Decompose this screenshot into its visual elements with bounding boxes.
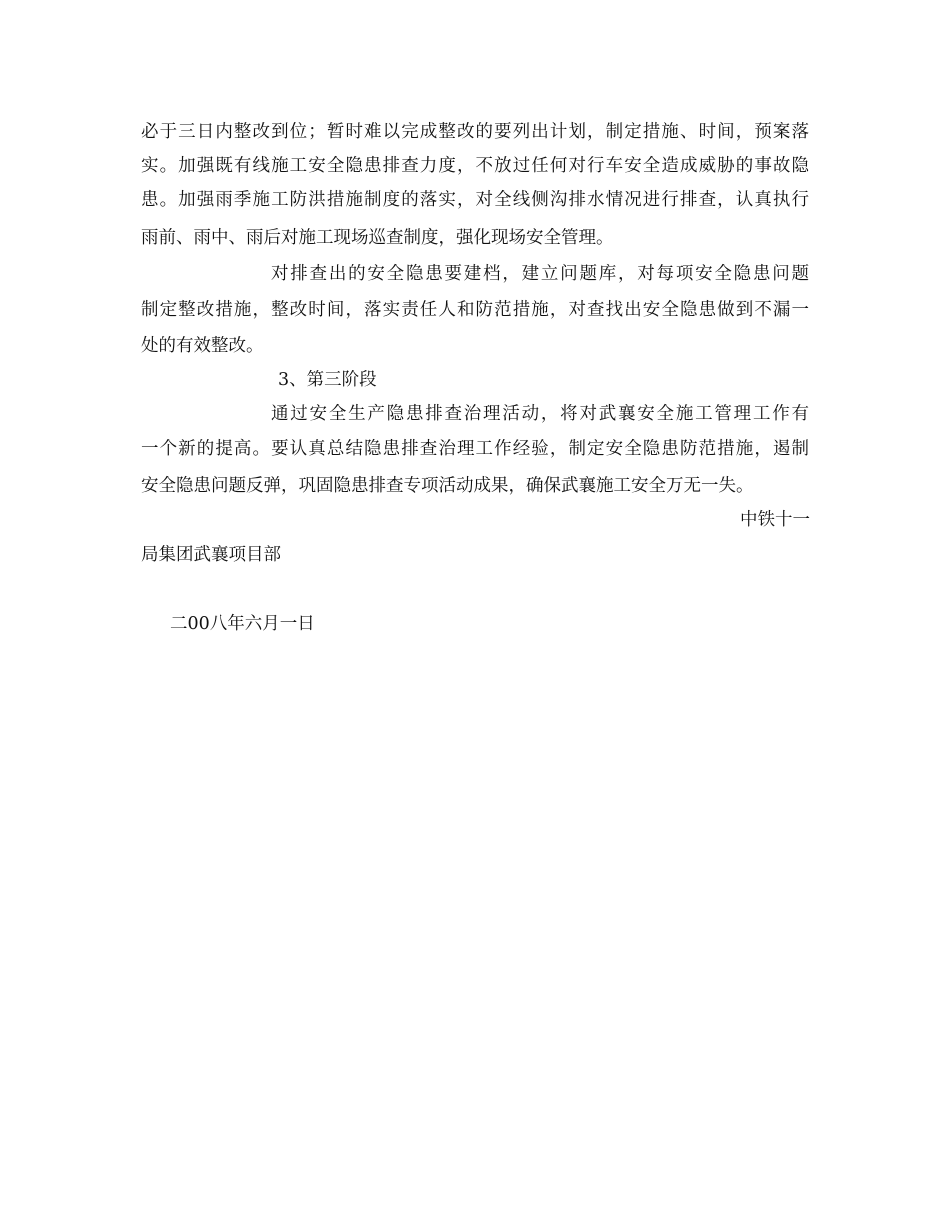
paragraph-line: 实。加强既有线施工安全隐患排查力度，不放过任何对行车安全造成威胁的事故隐 [141, 156, 809, 176]
paragraph-line: 患。加强雨季施工防洪措施制度的落实，对全线侧沟排水情况进行排查，认真执行 [141, 190, 809, 210]
paragraph-line: 通过安全生产隐患排查治理活动，将对武襄安全施工管理工作有 [271, 404, 809, 424]
signature-line: 局集团武襄项目部 [141, 545, 281, 565]
paragraph-line: 必于三日内整改到位；暂时难以完成整改的要列出计划，制定措施、时间，预案落 [141, 122, 809, 142]
document-date: 二00八年六月一日 [170, 614, 315, 634]
paragraph-line: 雨前、雨中、雨后对施工现场巡查制度，强化现场安全管理。 [141, 228, 614, 248]
paragraph-line: 处的有效整改。 [141, 336, 264, 356]
paragraph-line: 一个新的提高。要认真总结隐患排查治理工作经验，制定安全隐患防范措施，遏制 [141, 439, 809, 459]
section-heading: 3、第三阶段 [278, 370, 377, 390]
paragraph-line: 对排查出的安全隐患要建档，建立问题库，对每项安全隐患问题 [271, 264, 809, 284]
paragraph-line: 安全隐患问题反弹，巩固隐患排查专项活动成果，确保武襄施工安全万无一失。 [141, 476, 754, 496]
paragraph-line: 制定整改措施，整改时间，落实责任人和防范措施，对查找出安全隐患做到不漏一 [141, 300, 809, 320]
signature-line: 中铁十一 [740, 510, 810, 530]
